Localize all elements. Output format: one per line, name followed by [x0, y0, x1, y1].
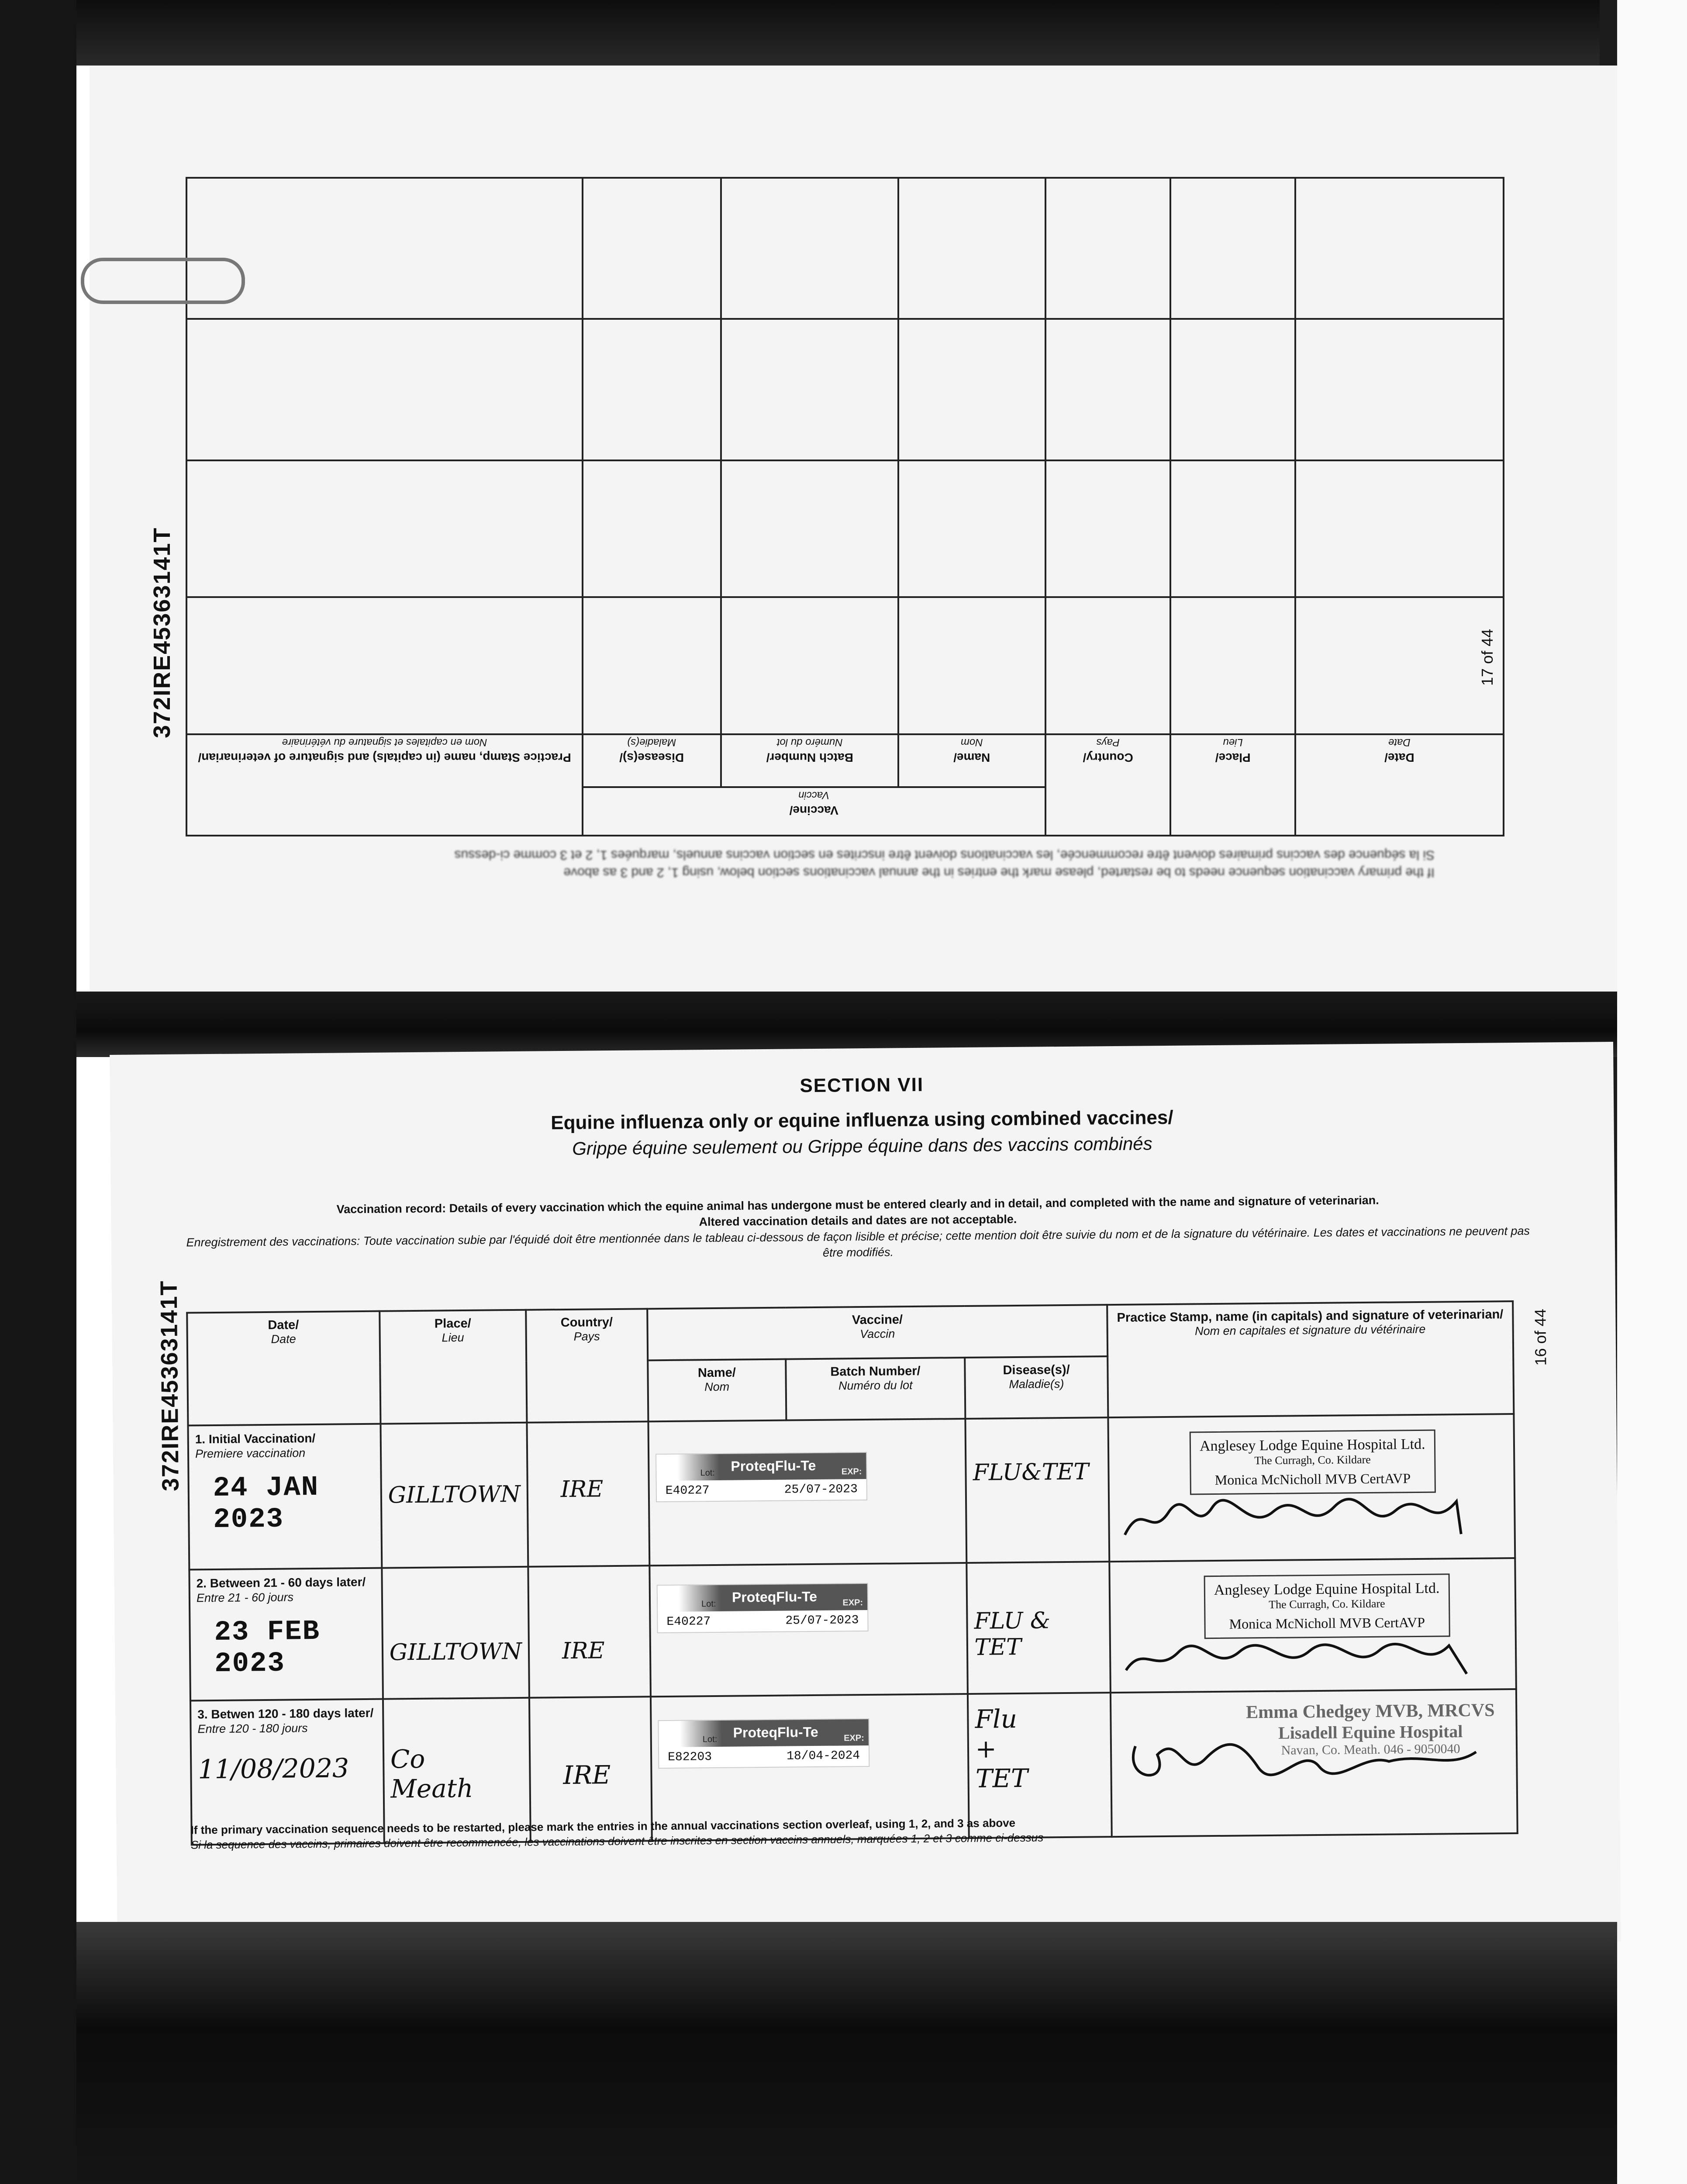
row-label: 2. Between 21 - 60 days later/ Entre 21 - 60 jours	[196, 1575, 366, 1605]
row-label: 3. Betwen 120 - 180 days later/ Entre 120 - 180 jours	[197, 1706, 374, 1736]
section-title-en: Equine influenza only or equine influenza using combined vaccines/	[551, 1106, 1173, 1134]
vaccination-country: IRE	[562, 1638, 605, 1665]
vaccination-date: 24 JAN 2023	[213, 1472, 319, 1536]
header-name: Name/ Nom	[898, 734, 1045, 787]
intro-en-1: Vaccination record: Details of every vaccination which the equine animal has undergone must be entered clearly and in detail, and completed with the name and signature of veterinarian.	[336, 1193, 1379, 1216]
header-place: Place/ Lieu	[1170, 734, 1295, 836]
header-name: Name/ Nom	[648, 1359, 786, 1422]
vaccine-brand: ProteqFlu-Te	[731, 1588, 818, 1605]
header-disease: Disease(s)/ Maladie(s)	[965, 1356, 1108, 1419]
passport-page-17	[90, 66, 1617, 996]
header-date: Date/ Date	[1295, 734, 1504, 836]
footnote-fr: Si la sequence des vaccins, primaires doivent être recommencée, les vaccinations doivent être inscrites en section vaccins annuels, marquées 1, 2 et 3 comme ci-dessus	[190, 1831, 1044, 1852]
vaccine-sticker: Lot: ProteqFlu-Te EXP: E40227 25/07-2023	[655, 1452, 867, 1502]
row2-vaccine-label-cell	[649, 1563, 968, 1697]
section-title-fr: Grippe équine seulement ou Grippe équine dans des vaccins combinés	[572, 1133, 1152, 1159]
row2-date-cell	[189, 1568, 383, 1701]
binder-edge-left	[0, 0, 76, 2184]
vaccination-row-2	[189, 1558, 1516, 1700]
row2-country-cell	[528, 1565, 651, 1697]
row1-disease-cell	[966, 1417, 1110, 1563]
intro-fr: Enregistrement des vaccinations: Toute vaccination subie par l'équidé doit être mentionnée dans le tableau ci-dessous de façon lisible et précise; cette mention doit être suivie du nom et de la signature du vétérinaire. Les dates et vaccinations ne peuvent pas être modifiés.	[186, 1224, 1530, 1260]
page-reference-code: 372IRE45363141T	[155, 1280, 184, 1492]
scan-background-top	[0, 0, 1617, 66]
vet-signature	[1117, 1636, 1502, 1679]
header-place: Place/ Lieu	[379, 1310, 527, 1424]
header-batch: Batch Number/ Numéro du lot	[786, 1358, 966, 1420]
vaccination-date: 23 FEB 2023	[214, 1616, 321, 1680]
expiry-date: 25/07-2023	[785, 1614, 859, 1628]
batch-number: E82203	[668, 1750, 712, 1764]
practice-stamp: Emma Chedgey MVB, MRCVS Lisadell Equine Hospital Navan, Co. Meath. 046 - 9050040	[1245, 1700, 1495, 1758]
section-heading: SECTION VII	[800, 1074, 924, 1097]
vet-signature	[1118, 1725, 1503, 1790]
expiry-date: 18/04-2024	[787, 1749, 860, 1763]
row2-stamp-cell	[1109, 1558, 1516, 1693]
page-reference-code: 372IRE45363141T	[149, 527, 175, 738]
practice-stamp: Anglesey Lodge Equine Hospital Ltd. The Curragh, Co. Kildare Monica McNicholl MVB CertAVP	[1190, 1430, 1436, 1495]
scan-background-bottom	[76, 1922, 1617, 2184]
vaccine-sticker: Lot: ProteqFlu-Te EXP: E82203 18/04-2024	[658, 1718, 869, 1769]
header-batch: Batch Number/ Numéro du lot	[721, 734, 899, 787]
vaccine-brand: ProteqFlu-Te	[733, 1724, 818, 1741]
page-number: 17 of 44	[1478, 629, 1496, 686]
header-date: Date/ Date	[187, 1311, 380, 1426]
row2-place-cell	[382, 1567, 529, 1699]
passport-page-16	[110, 1042, 1621, 1955]
vaccine-brand: ProteqFlu-Te	[731, 1457, 816, 1474]
row1-country-cell	[527, 1421, 649, 1566]
vaccination-place: GILLTOWN	[388, 1481, 521, 1509]
disease: Flu + TET	[975, 1704, 1028, 1794]
intro-en-2: Altered vaccination details and dates are not acceptable.	[699, 1213, 1017, 1229]
header-stamp: Practice Stamp, name (in capitals) and signature of veterinarian/ Nom en capitales et signature du vétérinaire	[1107, 1301, 1514, 1417]
vaccination-date: 11/08/2023	[198, 1753, 349, 1785]
row2-disease-cell	[967, 1562, 1111, 1694]
vet-signature	[1116, 1492, 1492, 1544]
vaccination-row-1	[188, 1414, 1515, 1569]
batch-number: E40227	[665, 1484, 710, 1498]
header-stamp: Practice Stamp, name (in capitals) and signature of veterinarian/ Nom en capitales et signature du vétérinaire	[186, 734, 583, 836]
disease: FLU&TET	[973, 1458, 1089, 1486]
vaccine-sticker: Lot: ProteqFlu-Te EXP: E40227 25/07-2023	[657, 1583, 869, 1633]
row-label: 1. Initial Vaccination/ Premiere vaccination	[195, 1431, 316, 1461]
page-number: 16 of 44	[1531, 1309, 1550, 1366]
vaccination-place: Co Meath	[390, 1744, 473, 1804]
row1-place-cell	[380, 1423, 528, 1568]
batch-number: E40227	[666, 1615, 711, 1629]
paper-clip	[81, 258, 245, 304]
vaccination-place: GILLTOWN	[389, 1638, 522, 1666]
header-country: Country/ Pays	[1045, 734, 1170, 836]
footnote-en: If the primary vaccination sequence needs to be restarted, please mark the entries in the annual vaccinations section overleaf, using 1, 2, and 3 as above	[190, 1816, 1016, 1837]
intro-text	[181, 1191, 1535, 1267]
vaccination-country: IRE	[563, 1760, 611, 1790]
vaccination-country: IRE	[560, 1476, 604, 1503]
upside-down-footnote-en: If the primary vaccination sequence needs to be restarted, please mark the entries in the annual vaccinations section below, using 1, 2 and 3 as above	[563, 865, 1435, 880]
practice-stamp: Anglesey Lodge Equine Hospital Ltd. The Curragh, Co. Kildare Monica McNicholl MVB CertAVP	[1204, 1573, 1450, 1639]
header-country: Country/ Pays	[526, 1309, 648, 1422]
vaccination-table	[186, 1300, 1518, 1845]
scan-margin-right	[1617, 0, 1687, 2184]
disease: FLU & TET	[974, 1607, 1051, 1661]
blank-vaccination-table	[186, 177, 1504, 836]
header-disease: Disease(s)/ Maladie(s)	[583, 734, 721, 787]
row1-vaccine-label-cell	[648, 1419, 966, 1565]
row1-date-cell	[188, 1424, 382, 1570]
upside-down-footnote-fr: Si la séquence des vaccins primaires doivent être recommencée, les vaccinations doivent être inscrites en section vaccins annuels, marquées 1, 2 et 3 comme ci-dessus	[454, 848, 1435, 862]
header-vaccine: Vaccine/ Vaccin	[583, 787, 1045, 836]
expiry-date: 25/07-2023	[784, 1482, 858, 1497]
header-vaccine: Vaccine/ Vaccin	[647, 1305, 1107, 1360]
row1-stamp-cell	[1108, 1414, 1515, 1562]
